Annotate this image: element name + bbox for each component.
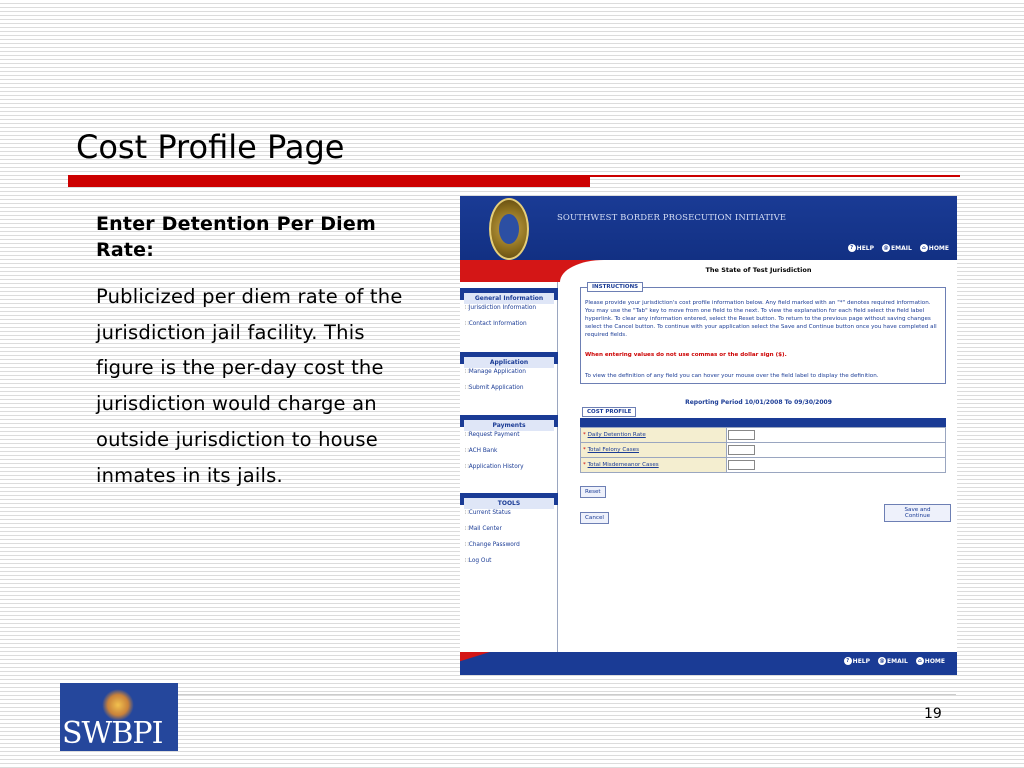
slide-text-block: [96, 211, 426, 493]
cost-profile-bar: [580, 418, 946, 427]
title-rule: [68, 175, 590, 187]
email-link[interactable]: @ EMAIL: [883, 244, 912, 252]
sidebar-heading: Application: [464, 357, 554, 368]
home-icon: ⌂: [920, 244, 928, 252]
footer-rule: [178, 694, 956, 695]
cost-profile-label: COST PROFILE: [582, 407, 636, 417]
swbpi-logo: [60, 683, 178, 751]
reporting-period: Reporting Period 10/01/2008 To 09/30/2009: [685, 399, 832, 406]
slide-title: Cost Profile Page: [76, 128, 345, 166]
total-misdemeanor-cases-input[interactable]: [728, 460, 755, 470]
home-link[interactable]: ⌂ HOME: [916, 657, 945, 665]
table-row: * Daily Detention Rate: [581, 428, 946, 443]
logo-text: SWBPI: [62, 716, 163, 751]
instructions-text: Please provide your jurisdiction's cost profile information below. Any field marked with an "*" denotes required information. You may use the "Tab" key to move from one field to the next. To view the explanation for each field select the field label hyperlink. To clear any information entered, select the Reset button. To return to the previous page without saving changes select the Cancel button. To continue with your application select the Save and Continue button once you have completed all required fields.: [585, 300, 937, 338]
sidebar-item-ach-bank[interactable]: ∷ ACH Bank: [460, 443, 558, 459]
cancel-button[interactable]: Cancel: [580, 512, 609, 524]
daily-detention-rate-input[interactable]: [728, 430, 755, 440]
top-nav: [848, 244, 949, 252]
instructions-panel: [580, 284, 946, 384]
sidebar-item-log-out[interactable]: ∷ Log Out: [460, 553, 558, 569]
app-screenshot: [460, 196, 957, 675]
slide-body: Publicized per diem rate of the jurisdiction jail facility. This figure is the per-day cost the jurisdiction would charge an outside jurisdiction to house inmates in its jails.: [96, 285, 403, 487]
sidebar-item-current-status[interactable]: ∷ Current Status: [460, 505, 558, 521]
field-label-total-felony-cases[interactable]: Total Felony Cases: [587, 447, 639, 453]
table-row: * Total Misdemeanor Cases: [581, 458, 946, 473]
sidebar-item-request-payment[interactable]: ∷ Request Payment: [460, 427, 558, 443]
page-number: 19: [924, 706, 942, 722]
page-title: The State of Test Jurisdiction: [705, 266, 812, 274]
help-link[interactable]: ? HELP: [848, 244, 874, 252]
sidebar: [460, 282, 558, 652]
instructions-warning: When entering values do not use commas or the dollar sign ($).: [585, 352, 787, 358]
home-link[interactable]: ⌂ HOME: [920, 244, 949, 252]
sidebar-item-change-password[interactable]: ∷ Change Password: [460, 537, 558, 553]
sidebar-item-jurisdiction-information[interactable]: ∷ Jurisdiction Information: [460, 300, 558, 316]
sidebar-group-payments: [460, 415, 558, 475]
save-and-continue-button[interactable]: Save and Continue: [884, 504, 951, 522]
app-banner: [460, 196, 957, 260]
title-rule-thin: [590, 175, 960, 177]
reset-button[interactable]: Reset: [580, 486, 606, 498]
home-icon: ⌂: [916, 657, 924, 665]
cost-profile-table: [580, 427, 946, 473]
doj-seal-icon: [489, 198, 529, 260]
email-icon: @: [883, 245, 889, 251]
help-link[interactable]: ? HELP: [844, 657, 870, 665]
bottom-nav: [844, 657, 945, 665]
sidebar-heading: TOOLS: [464, 498, 554, 509]
sidebar-group-application: [460, 352, 558, 396]
sidebar-item-application-history[interactable]: ∷ Application History: [460, 459, 558, 475]
sidebar-item-submit-application[interactable]: ∷ Submit Application: [460, 380, 558, 396]
help-icon: ?: [848, 244, 856, 252]
sidebar-group-general: [460, 288, 558, 332]
sidebar-item-mail-center[interactable]: ∷ Mail Center: [460, 521, 558, 537]
field-label-daily-detention-rate[interactable]: Daily Detention Rate: [587, 432, 646, 438]
table-row: * Total Felony Cases: [581, 443, 946, 458]
help-icon: ?: [844, 657, 852, 665]
email-link[interactable]: @ EMAIL: [879, 657, 908, 665]
instructions-definition: To view the definition of any field you can hover your mouse over the field label to display the definition.: [585, 373, 879, 379]
sidebar-group-tools: [460, 493, 558, 569]
field-label-total-misdemeanor-cases[interactable]: Total Misdemeanor Cases: [587, 462, 659, 468]
sidebar-heading: Payments: [464, 420, 554, 431]
instructions-label: INSTRUCTIONS: [587, 282, 643, 292]
sidebar-item-manage-application[interactable]: ∷ Manage Application: [460, 364, 558, 380]
slide-heading: Enter Detention Per Diem Rate:: [96, 213, 376, 261]
email-icon: @: [879, 658, 885, 664]
sidebar-heading: General Information: [464, 293, 554, 304]
sidebar-item-contact-information[interactable]: ∷ Contact Information: [460, 316, 558, 332]
banner-title: SOUTHWEST BORDER PROSECUTION INITIATIVE: [557, 213, 787, 223]
total-felony-cases-input[interactable]: [728, 445, 755, 455]
